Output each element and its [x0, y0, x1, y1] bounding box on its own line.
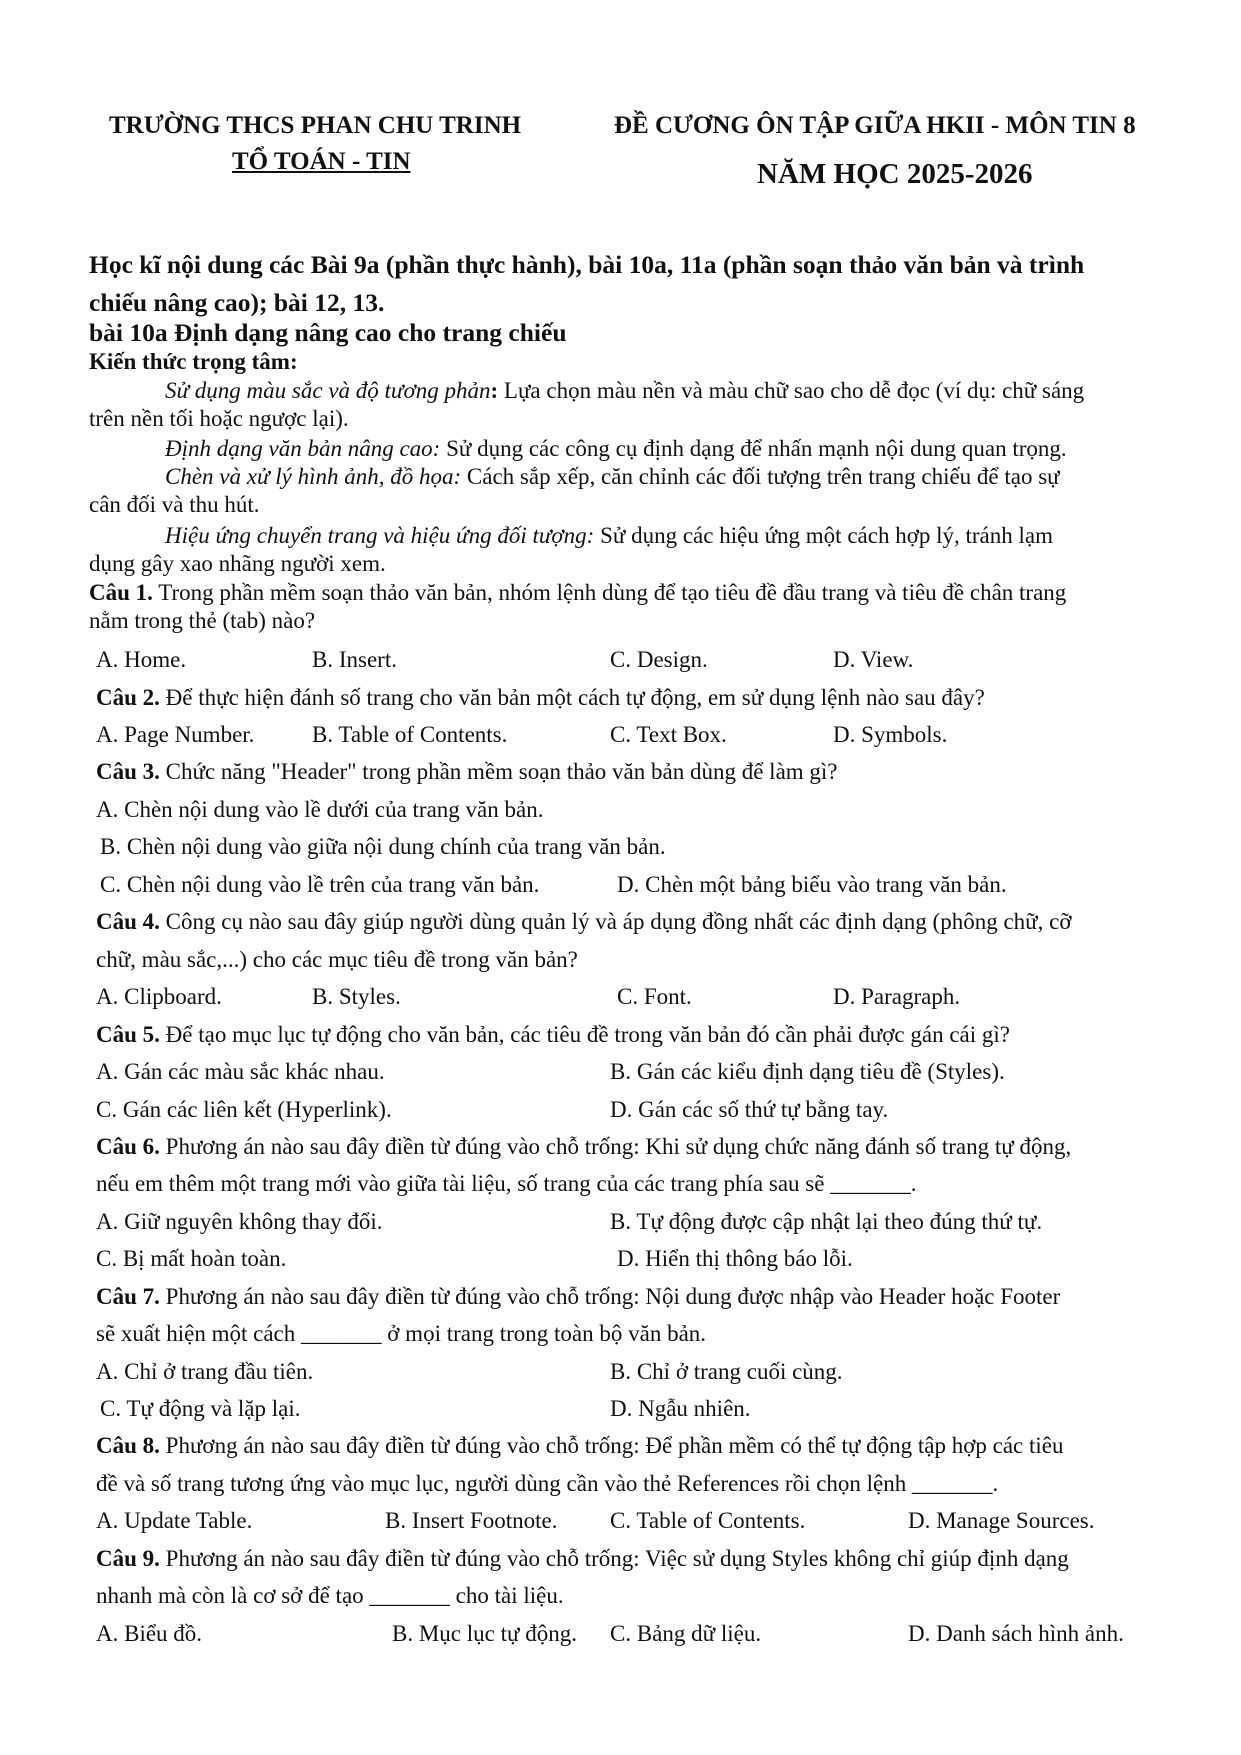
lesson-title: bài 10a Định dạng nâng cao cho trang chiếu — [89, 318, 567, 347]
question-8-cont: đề và số trang tương ứng vào mục lục, người dùng cần vào thẻ References rồi chọn lệnh _______. — [96, 1471, 999, 1496]
question-5: Câu 5. Để tạo mục lục tự động cho văn bản, các tiêu đề trong văn bản đó cần phải được gán cái gì? — [96, 1022, 1011, 1047]
q4-option-b[interactable]: B. Styles. — [312, 984, 401, 1009]
knowledge-term: Chèn và xử lý hình ảnh, đồ họa: — [165, 464, 462, 489]
q3-option-a[interactable]: A. Chèn nội dung vào lề dưới của trang văn bản. — [96, 797, 544, 822]
q3-option-c[interactable]: C. Chèn nội dung vào lề trên của trang văn bản. — [100, 872, 540, 897]
knowledge-item-cont: dụng gây xao nhãng người xem. — [89, 551, 386, 576]
knowledge-item-cont: trên nền tối hoặc ngược lại). — [89, 406, 349, 431]
q5-option-c[interactable]: C. Gán các liên kết (Hyperlink). — [96, 1097, 392, 1122]
question-6: Câu 6. Phương án nào sau đây điền từ đúng vào chỗ trống: Khi sử dụng chức năng đánh số trang tự động, — [96, 1134, 1072, 1159]
question-7-cont: sẽ xuất hiện một cách _______ ở mọi trang trong toàn bộ văn bản. — [96, 1321, 707, 1346]
question-4: Câu 4. Công cụ nào sau đây giúp người dùng quản lý và áp dụng đồng nhất các định dạng (phông chữ, cỡ — [96, 909, 1072, 934]
q5-option-b[interactable]: B. Gán các kiểu định dạng tiêu đề (Styles). — [610, 1059, 1005, 1084]
q7-option-a[interactable]: A. Chỉ ở trang đầu tiên. — [96, 1359, 314, 1384]
q2-option-a[interactable]: A. Page Number. — [96, 722, 255, 747]
q7-option-b[interactable]: B. Chỉ ở trang cuối cùng. — [610, 1359, 843, 1384]
q3-option-b[interactable]: B. Chèn nội dung vào giữa nội dung chính của trang văn bản. — [100, 834, 666, 859]
q5-option-d[interactable]: D. Gán các số thứ tự bằng tay. — [610, 1097, 889, 1122]
intro-line-2: chiếu nâng cao); bài 12, 13. — [89, 288, 385, 317]
question-3: Câu 3. Chức năng "Header" trong phần mềm soạn thảo văn bản dùng để làm gì? — [96, 759, 838, 784]
q2-option-b[interactable]: B. Table of Contents. — [312, 722, 508, 747]
q9-option-d[interactable]: D. Danh sách hình ảnh. — [908, 1621, 1124, 1646]
knowledge-heading: Kiến thức trọng tâm: — [89, 349, 298, 374]
q2-option-c[interactable]: C. Text Box. — [610, 722, 727, 747]
question-9: Câu 9. Phương án nào sau đây điền từ đúng vào chỗ trống: Việc sử dụng Styles không chỉ giúp định dạng — [96, 1546, 1069, 1571]
knowledge-term: Hiệu ứng chuyển trang và hiệu ứng đối tượng: — [165, 523, 595, 548]
q9-option-a[interactable]: A. Biểu đồ. — [96, 1621, 203, 1646]
question-6-cont: nếu em thêm một trang mới vào giữa tài liệu, số trang của các trang phía sau sẽ _______. — [96, 1171, 917, 1196]
q6-option-b[interactable]: B. Tự động được cập nhật lại theo đúng thứ tự. — [610, 1209, 1043, 1234]
question-2: Câu 2. Để thực hiện đánh số trang cho văn bản một cách tự động, em sử dụng lệnh nào sau đây? — [96, 685, 985, 710]
q1-option-b[interactable]: B. Insert. — [312, 647, 397, 672]
q4-option-c[interactable]: C. Font. — [617, 984, 692, 1009]
knowledge-item: Định dạng văn bản nâng cao: Sử dụng các công cụ định dạng để nhấn mạnh nội dung quan trọng. — [165, 436, 1067, 461]
q6-option-d[interactable]: D. Hiển thị thông báo lỗi. — [617, 1246, 853, 1271]
question-1-cont: nằm trong thẻ (tab) nào? — [89, 608, 316, 633]
q9-option-b[interactable]: B. Mục lục tự động. — [392, 1621, 577, 1646]
document-title: ĐỀ CƯƠNG ÔN TẬP GIỮA HKII - MÔN TIN 8 — [614, 112, 1136, 139]
q1-option-c[interactable]: C. Design. — [610, 647, 708, 672]
q6-option-a[interactable]: A. Giữ nguyên không thay đổi. — [96, 1209, 383, 1234]
department-name: TỔ TOÁN - TIN — [232, 148, 411, 175]
question-9-cont: nhanh mà còn là cơ sở để tạo _______ cho tài liệu. — [96, 1583, 564, 1608]
knowledge-item: Sử dụng màu sắc và độ tương phản: Lựa chọn màu nền và màu chữ sao cho dễ đọc (ví dụ: chữ sáng — [165, 378, 1085, 403]
q3-option-d[interactable]: D. Chèn một bảng biểu vào trang văn bản. — [617, 872, 1007, 897]
q5-option-a[interactable]: A. Gán các màu sắc khác nhau. — [96, 1059, 385, 1084]
knowledge-item: Hiệu ứng chuyển trang và hiệu ứng đối tượng: Sử dụng các hiệu ứng một cách hợp lý, tránh lạm — [165, 523, 1053, 548]
q4-option-a[interactable]: A. Clipboard. — [96, 984, 222, 1009]
q9-option-c[interactable]: C. Bảng dữ liệu. — [610, 1621, 762, 1646]
q2-option-d[interactable]: D. Symbols. — [833, 722, 948, 747]
q7-option-d[interactable]: D. Ngẫu nhiên. — [610, 1396, 751, 1421]
q1-option-a[interactable]: A. Home. — [96, 647, 187, 672]
question-1: Câu 1. Trong phần mềm soạn thảo văn bản, nhóm lệnh dùng để tạo tiêu đề đầu trang và tiêu đề chân trang — [89, 580, 1067, 605]
q4-option-d[interactable]: D. Paragraph. — [833, 984, 961, 1009]
q8-option-d[interactable]: D. Manage Sources. — [908, 1508, 1095, 1533]
q8-option-b[interactable]: B. Insert Footnote. — [385, 1508, 558, 1533]
q1-option-d[interactable]: D. View. — [833, 647, 914, 672]
knowledge-item: Chèn và xử lý hình ảnh, đồ họa: Cách sắp xếp, căn chỉnh các đối tượng trên trang chiếu để tạo sự — [165, 464, 1060, 489]
school-year: NĂM HỌC 2025-2026 — [757, 158, 1033, 190]
q7-option-c[interactable]: C. Tự động và lặp lại. — [100, 1396, 301, 1421]
question-8: Câu 8. Phương án nào sau đây điền từ đúng vào chỗ trống: Để phần mềm có thể tự động tập hợp các tiêu — [96, 1433, 1064, 1458]
question-4-cont: chữ, màu sắc,...) cho các mục tiêu đề trong văn bản? — [96, 947, 578, 972]
question-7: Câu 7. Phương án nào sau đây điền từ đúng vào chỗ trống: Nội dung được nhập vào Header hoặc Footer — [96, 1284, 1061, 1309]
intro-line-1: Học kĩ nội dung các Bài 9a (phần thực hành), bài 10a, 11a (phần soạn thảo văn bản và trình — [89, 250, 1085, 279]
school-name: TRƯỜNG THCS PHAN CHU TRINH — [109, 112, 522, 139]
q8-option-a[interactable]: A. Update Table. — [96, 1508, 253, 1533]
q8-option-c[interactable]: C. Table of Contents. — [610, 1508, 806, 1533]
knowledge-term: Định dạng văn bản nâng cao: — [165, 436, 441, 461]
q6-option-c[interactable]: C. Bị mất hoàn toàn. — [96, 1246, 287, 1271]
knowledge-item-cont: cân đối và thu hút. — [89, 492, 260, 517]
knowledge-term: Sử dụng màu sắc và độ tương phản — [165, 378, 491, 403]
